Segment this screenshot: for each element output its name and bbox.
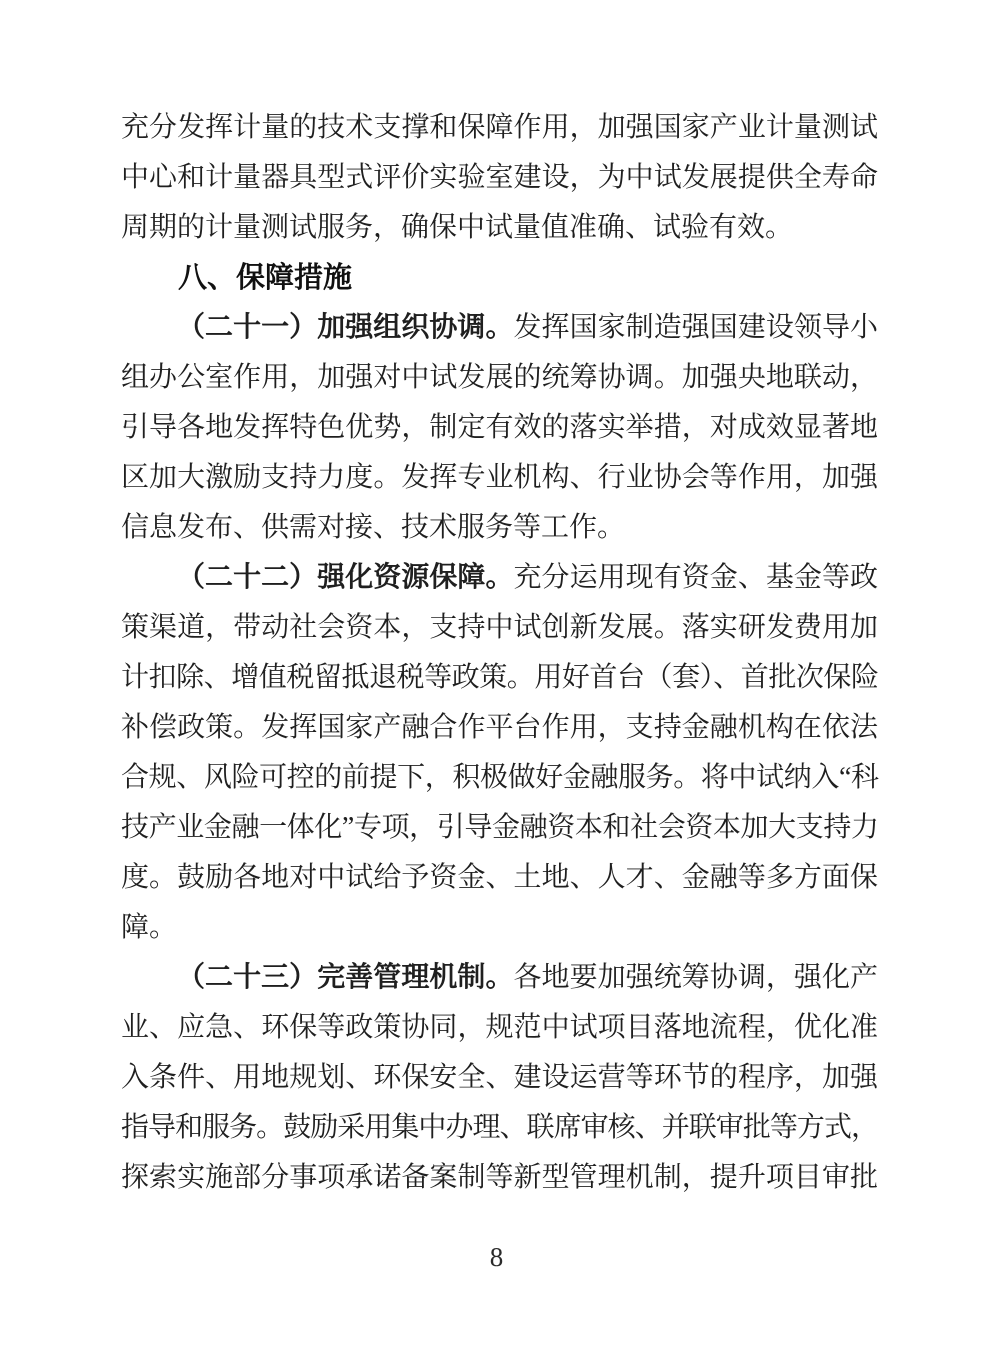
text-line: 组办公室作用，加强对中试发展的统筹协调。加强央地联动，: [121, 362, 878, 393]
page-number: 8: [489, 1242, 504, 1272]
paragraph-lead: （二十一）加强组织协调。: [177, 312, 514, 343]
text-line: 区加大激励支持力度。发挥专业机构、行业协会等作用，加强: [121, 462, 878, 493]
line-text: 充分运用现有资金、基金等政: [513, 562, 878, 593]
text-line: 策渠道，带动社会资本，支持中试创新发展。落实研发费用加: [121, 612, 878, 643]
text-line: 信息发布、供需对接、技术服务等工作。: [121, 512, 626, 543]
text-line: 补偿政策。发挥国家产融合作平台作用，支持金融机构在依法: [121, 712, 878, 743]
paragraph-lead: （二十三）完善管理机制。: [177, 962, 514, 993]
text-line: 中心和计量器具型式评价实验室建设，为中试发展提供全寿命: [121, 162, 878, 193]
text-line: [121, 303, 878, 353]
text-line: [121, 953, 878, 1003]
text-line: [121, 553, 878, 603]
paragraph-lead: （二十二）强化资源保障。: [177, 562, 514, 593]
text-line: 充分发挥计量的技术支撑和保障作用，加强国家产业计量测试: [121, 112, 878, 143]
text-line: 业、应急、环保等政策协同，规范中试项目落地流程，优化准: [121, 1012, 878, 1043]
text-line: 合规、风险可控的前提下，积极做好金融服务。将中试纳入“科: [121, 762, 878, 793]
text-line: 障。: [121, 912, 178, 943]
text-line: 入条件、用地规划、环保安全、建设运营等环节的程序，加强: [121, 1062, 878, 1093]
text-line: 指导和服务。鼓励采用集中办理、联席审核、并联审批等方式，: [121, 1112, 878, 1143]
text-line: 探索实施部分事项承诺备案制等新型管理机制，提升项目审批: [121, 1162, 878, 1193]
text-block: [121, 103, 878, 1203]
text-line: 引导各地发挥特色优势，制定有效的落实举措，对成效显著地: [121, 412, 878, 443]
line-text: 发挥国家制造强国建设领导小: [513, 312, 878, 343]
line-text: 各地要加强统筹协调，强化产: [513, 962, 878, 993]
text-line: 计扣除、增值税留抵退税等政策。用好首台（套）、首批次保险: [121, 662, 878, 693]
text-line: 周期的计量测试服务，确保中试量值准确、试验有效。: [121, 212, 794, 243]
text-line: 技产业金融一体化”专项，引导金融资本和社会资本加大支持力: [121, 812, 878, 843]
section-heading: 八、保障措施: [178, 262, 353, 294]
text-line: 度。鼓励各地对中试给予资金、土地、人才、金融等多方面保: [121, 862, 878, 893]
